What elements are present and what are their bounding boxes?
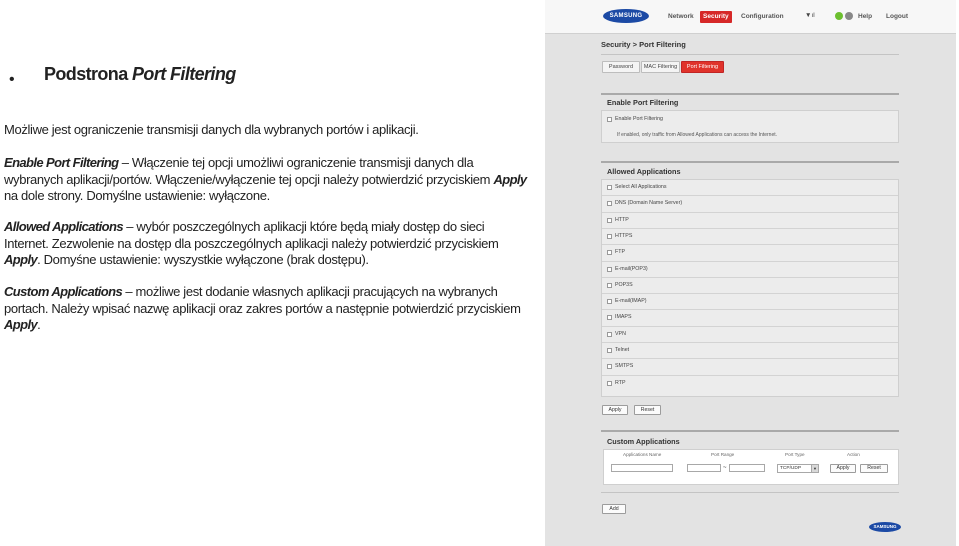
app-label: HTTPS [615, 232, 633, 239]
app-row-divider [602, 212, 898, 213]
app-row-divider [602, 375, 898, 376]
reset-button[interactable]: Reset [634, 405, 661, 415]
samsung-logo-footer: SAMSUNG [869, 522, 901, 532]
app-label: DNS (Domain Name Server) [615, 200, 683, 207]
app-row-divider [602, 195, 898, 196]
app-checkbox[interactable] [607, 185, 612, 190]
add-button[interactable]: Add [602, 504, 626, 514]
router-screenshot [545, 0, 956, 546]
app-label: POP3S [615, 281, 633, 288]
status-icon [845, 12, 853, 20]
custom-section-title: Custom Applications [607, 437, 680, 446]
intro-paragraph [4, 122, 529, 139]
allowed-text-a: – wybór poszczególnych aplikacji które będą miały dostęp do sieci Internet. Zezwolenie na dostęp dla poszczególnych aplikacji należy potwierdzić przyciskiem [4, 219, 499, 251]
app-checkbox[interactable] [607, 283, 612, 288]
col-port-range: Port Range [711, 452, 735, 457]
app-checkbox[interactable] [607, 299, 612, 304]
app-row-divider [602, 277, 898, 278]
heading-text: Podstrona [44, 64, 133, 84]
app-row-divider [602, 342, 898, 343]
heading-italic: Port Filtering [132, 64, 236, 84]
bullet-point: • [9, 71, 15, 88]
status-ok-icon [835, 12, 843, 20]
chevron-down-icon: ▼ [811, 465, 818, 472]
divider [601, 54, 899, 55]
section-divider [601, 161, 899, 163]
enable-note: If enabled, only traffic from Allowed Applications can access the Internet. [617, 132, 777, 138]
enable-checkbox[interactable] [607, 117, 612, 122]
term-apply: Apply [493, 171, 527, 187]
app-checkbox[interactable] [607, 348, 612, 353]
enable-text-b: na dole strony. Domyślne ustawienie: wyłączone. [4, 188, 270, 203]
app-checkbox[interactable] [607, 234, 612, 239]
enable-label: Enable Port Filtering [615, 116, 663, 122]
app-name-input[interactable] [611, 464, 673, 472]
custom-text-b: . [37, 317, 41, 332]
term-custom: Custom Applications [4, 284, 123, 299]
app-checkbox[interactable] [607, 267, 612, 272]
apply-button[interactable]: Apply [602, 405, 628, 415]
port-range-separator: ~ [723, 465, 727, 471]
samsung-logo: SAMSUNG [603, 9, 649, 23]
breadcrumb: Security > Port Filtering [601, 40, 686, 49]
nav-security[interactable]: Security [700, 11, 732, 23]
custom-text-a: – możliwe jest dodanie własnych aplikacji pracujących na wybranych portach. Należy wpisać nazwę aplikacji oraz zakres portów a następnie potwierdzić przyciskiem [4, 284, 521, 316]
app-label: E-mail(POP3) [615, 265, 648, 272]
app-row-divider [602, 358, 898, 359]
intro-text: Możliwe jest ograniczenie transmisji danych dla wybranych portów i aplikacji. [4, 122, 419, 137]
nav-network[interactable]: Network [668, 13, 694, 20]
app-checkbox[interactable] [607, 364, 612, 369]
term-allowed: Allowed Applications [4, 219, 123, 234]
app-label: Select All Applications [615, 184, 667, 190]
signal-icon: ▼ıl [805, 12, 815, 19]
col-action: Action [847, 452, 860, 457]
app-checkbox[interactable] [607, 218, 612, 223]
port-end-input[interactable] [729, 464, 765, 472]
divider [601, 492, 899, 493]
nav-configuration[interactable]: Configuration [741, 13, 784, 20]
app-label: RTP [615, 379, 626, 386]
term-apply: Apply [4, 252, 38, 267]
tab-password[interactable]: Password [602, 61, 640, 73]
term-apply: Apply [4, 317, 38, 332]
section-divider [601, 93, 899, 95]
app-checkbox[interactable] [607, 201, 612, 206]
app-row-divider [602, 244, 898, 245]
app-checkbox[interactable] [607, 250, 612, 255]
port-type-value: TCP/UDP [780, 466, 802, 471]
custom-reset-button[interactable]: Reset [860, 464, 888, 473]
app-label: VPN [615, 330, 626, 337]
enable-section [601, 110, 899, 143]
app-row-divider [602, 309, 898, 310]
app-label: IMAPS [615, 314, 632, 321]
app-row-divider [602, 228, 898, 229]
enable-section-title: Enable Port Filtering [607, 98, 679, 107]
col-app-name: Applications Name [623, 452, 662, 457]
app-label: FTP [615, 249, 626, 256]
custom-paragraph [4, 284, 529, 334]
allowed-text-b: . Domyśne ustawienie: wyszystkie wyłączone (brak dostępu). [37, 252, 369, 267]
app-label: SMTPS [615, 363, 634, 370]
port-start-input[interactable] [687, 464, 721, 472]
term-enable: Enable Port Filtering [4, 155, 119, 170]
section-divider [601, 430, 899, 432]
app-checkbox[interactable] [607, 315, 612, 320]
app-label: Telnet [615, 347, 630, 353]
tab-port-filtering[interactable]: Port Filtering [681, 61, 724, 73]
app-label: HTTP [615, 216, 629, 223]
help-link[interactable]: Help [858, 13, 873, 20]
logout-link[interactable]: Logout [886, 13, 909, 20]
enable-text-a: – Włączenie tej opcji umożliwi ograniczenie transmisji danych dla wybranych aplikacji/portów. Włączenie/wyłączenie tej opcji należy potwierdzić przyciskiem [4, 155, 494, 187]
custom-apply-button[interactable]: Apply [830, 464, 856, 473]
top-bar [545, 0, 956, 34]
app-checkbox[interactable] [607, 381, 612, 386]
port-type-select[interactable] [777, 464, 819, 473]
app-row-divider [602, 293, 898, 294]
allowed-section-title: Allowed Applications [607, 167, 681, 176]
enable-paragraph [4, 155, 529, 205]
app-checkbox[interactable] [607, 332, 612, 337]
app-row-divider [602, 326, 898, 327]
app-row-divider [602, 261, 898, 262]
tab-mac-filtering[interactable]: MAC Filtering [641, 61, 680, 73]
allowed-paragraph [4, 219, 529, 269]
col-port-type: Port Type [785, 452, 805, 457]
section-heading [44, 66, 236, 83]
app-label: E-mail(IMAP) [615, 298, 647, 305]
